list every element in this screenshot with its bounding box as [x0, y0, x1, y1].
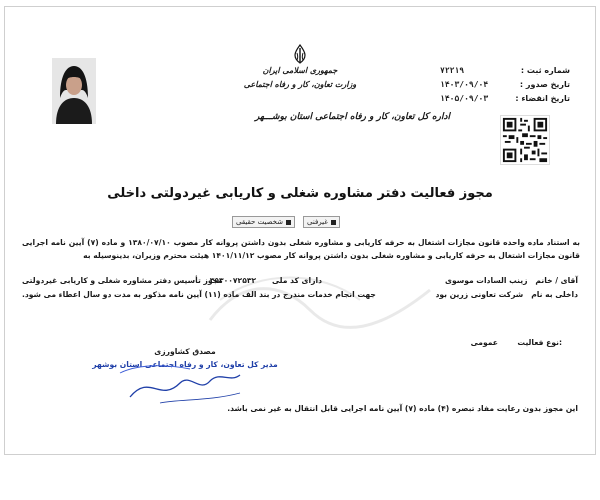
internal-label: داخلی به نام: [531, 290, 578, 299]
registration-number-row: [440, 66, 570, 80]
footer-note: این مجوز بدون رعایت مفاد تبصره (۴) ماده (۷) آیین نامه اجرایی قابل انتقال به غیر نمی باشد.: [227, 404, 578, 413]
signatory-name: مصدق کشاورزی: [154, 347, 216, 356]
certificate-title: مجوز فعالیت دفتر مشاوره شغلی و کاریابی غیردولتی داخلی: [107, 186, 493, 201]
legal-entity-tag: شخصیت حقیقی: [232, 216, 295, 228]
office-name: اداره کل تعاون، کار و رفاه اجتماعی استان: [289, 112, 450, 122]
country-name: جمهوری اسلامی ایران: [262, 66, 338, 75]
license-text: مجوز تأسیس دفتر مشاوره شغلی و کاریابی غیردولتی: [22, 276, 223, 285]
qr-code-icon[interactable]: [500, 115, 550, 165]
legal-paragraph: به استناد ماده واحده قانون مجازات اشتغال به حرفه کاریابی و مشاوره شغلی بدون داشتن پروانه کار مصوب ۱۳۸۰/۰۷/۱۰ و ماده (۷) آیین نامه اجرایی قانون مجازات اشتغال به حرفه کاریابی و مشاوره شغلی بدون داشتن پروانه کار مصوب ۱۴۰۱/۱۱/۱۲ هیئت محترم وزیران، بدینوسیله به: [22, 238, 580, 261]
registration-number-value: ۷۲۲۱۹: [440, 66, 465, 75]
signatory-province: بوشهر: [92, 360, 118, 369]
issue-date-value: ۱۴۰۳/۰۹/۰۴: [440, 80, 489, 89]
province-name: بوشـــهر: [255, 112, 287, 122]
expiry-date-value: ۱۴۰۵/۰۹/۰۳: [440, 94, 489, 103]
office-line: [210, 112, 450, 122]
applicant-photo: [52, 58, 96, 124]
iran-emblem-icon: [291, 44, 309, 64]
page-bottom-area: [0, 458, 600, 500]
signatory-title: مدیر کل تعاون، کار و رفاه اجتماعی استان: [119, 360, 278, 369]
person-label: آقای / خانم: [535, 276, 578, 285]
natural-tag: غیرفنی: [303, 216, 340, 228]
purpose-text: جهت انجام خدمات مندرج در بند الف ماده (۱۱) آیین نامه مذکور به مدت دو سال اعطاء می شود.: [22, 290, 376, 299]
person-name: زینب السادات موسوی: [445, 276, 528, 285]
issue-date-row: [440, 80, 570, 94]
national-code-line: [210, 276, 322, 285]
signature-block: [90, 347, 280, 427]
expiry-date-row: [440, 94, 570, 108]
checkbox-icon: [286, 220, 291, 225]
expiry-date-label: تاریخ انقضاء :: [515, 94, 570, 103]
activity-value: عمومی: [470, 338, 498, 347]
person-line: [445, 276, 578, 285]
checkbox-icon: [331, 220, 336, 225]
activity-label: :نوع فعالیت: [517, 338, 562, 347]
registration-number-label: شماره ثبت :: [520, 66, 570, 75]
ministry-name: وزارت تعاون، کار و رفاه اجتماعی: [243, 80, 357, 89]
national-code-value: ۳۵۳۰۰۷۲۵۳۲: [209, 276, 257, 285]
national-code-label: دارای کد ملی: [271, 276, 322, 285]
issue-date-label: تاریخ صدور :: [519, 80, 570, 89]
company-line: [436, 290, 578, 299]
company-name: شرکت تعاونی زرین بود: [435, 290, 524, 299]
